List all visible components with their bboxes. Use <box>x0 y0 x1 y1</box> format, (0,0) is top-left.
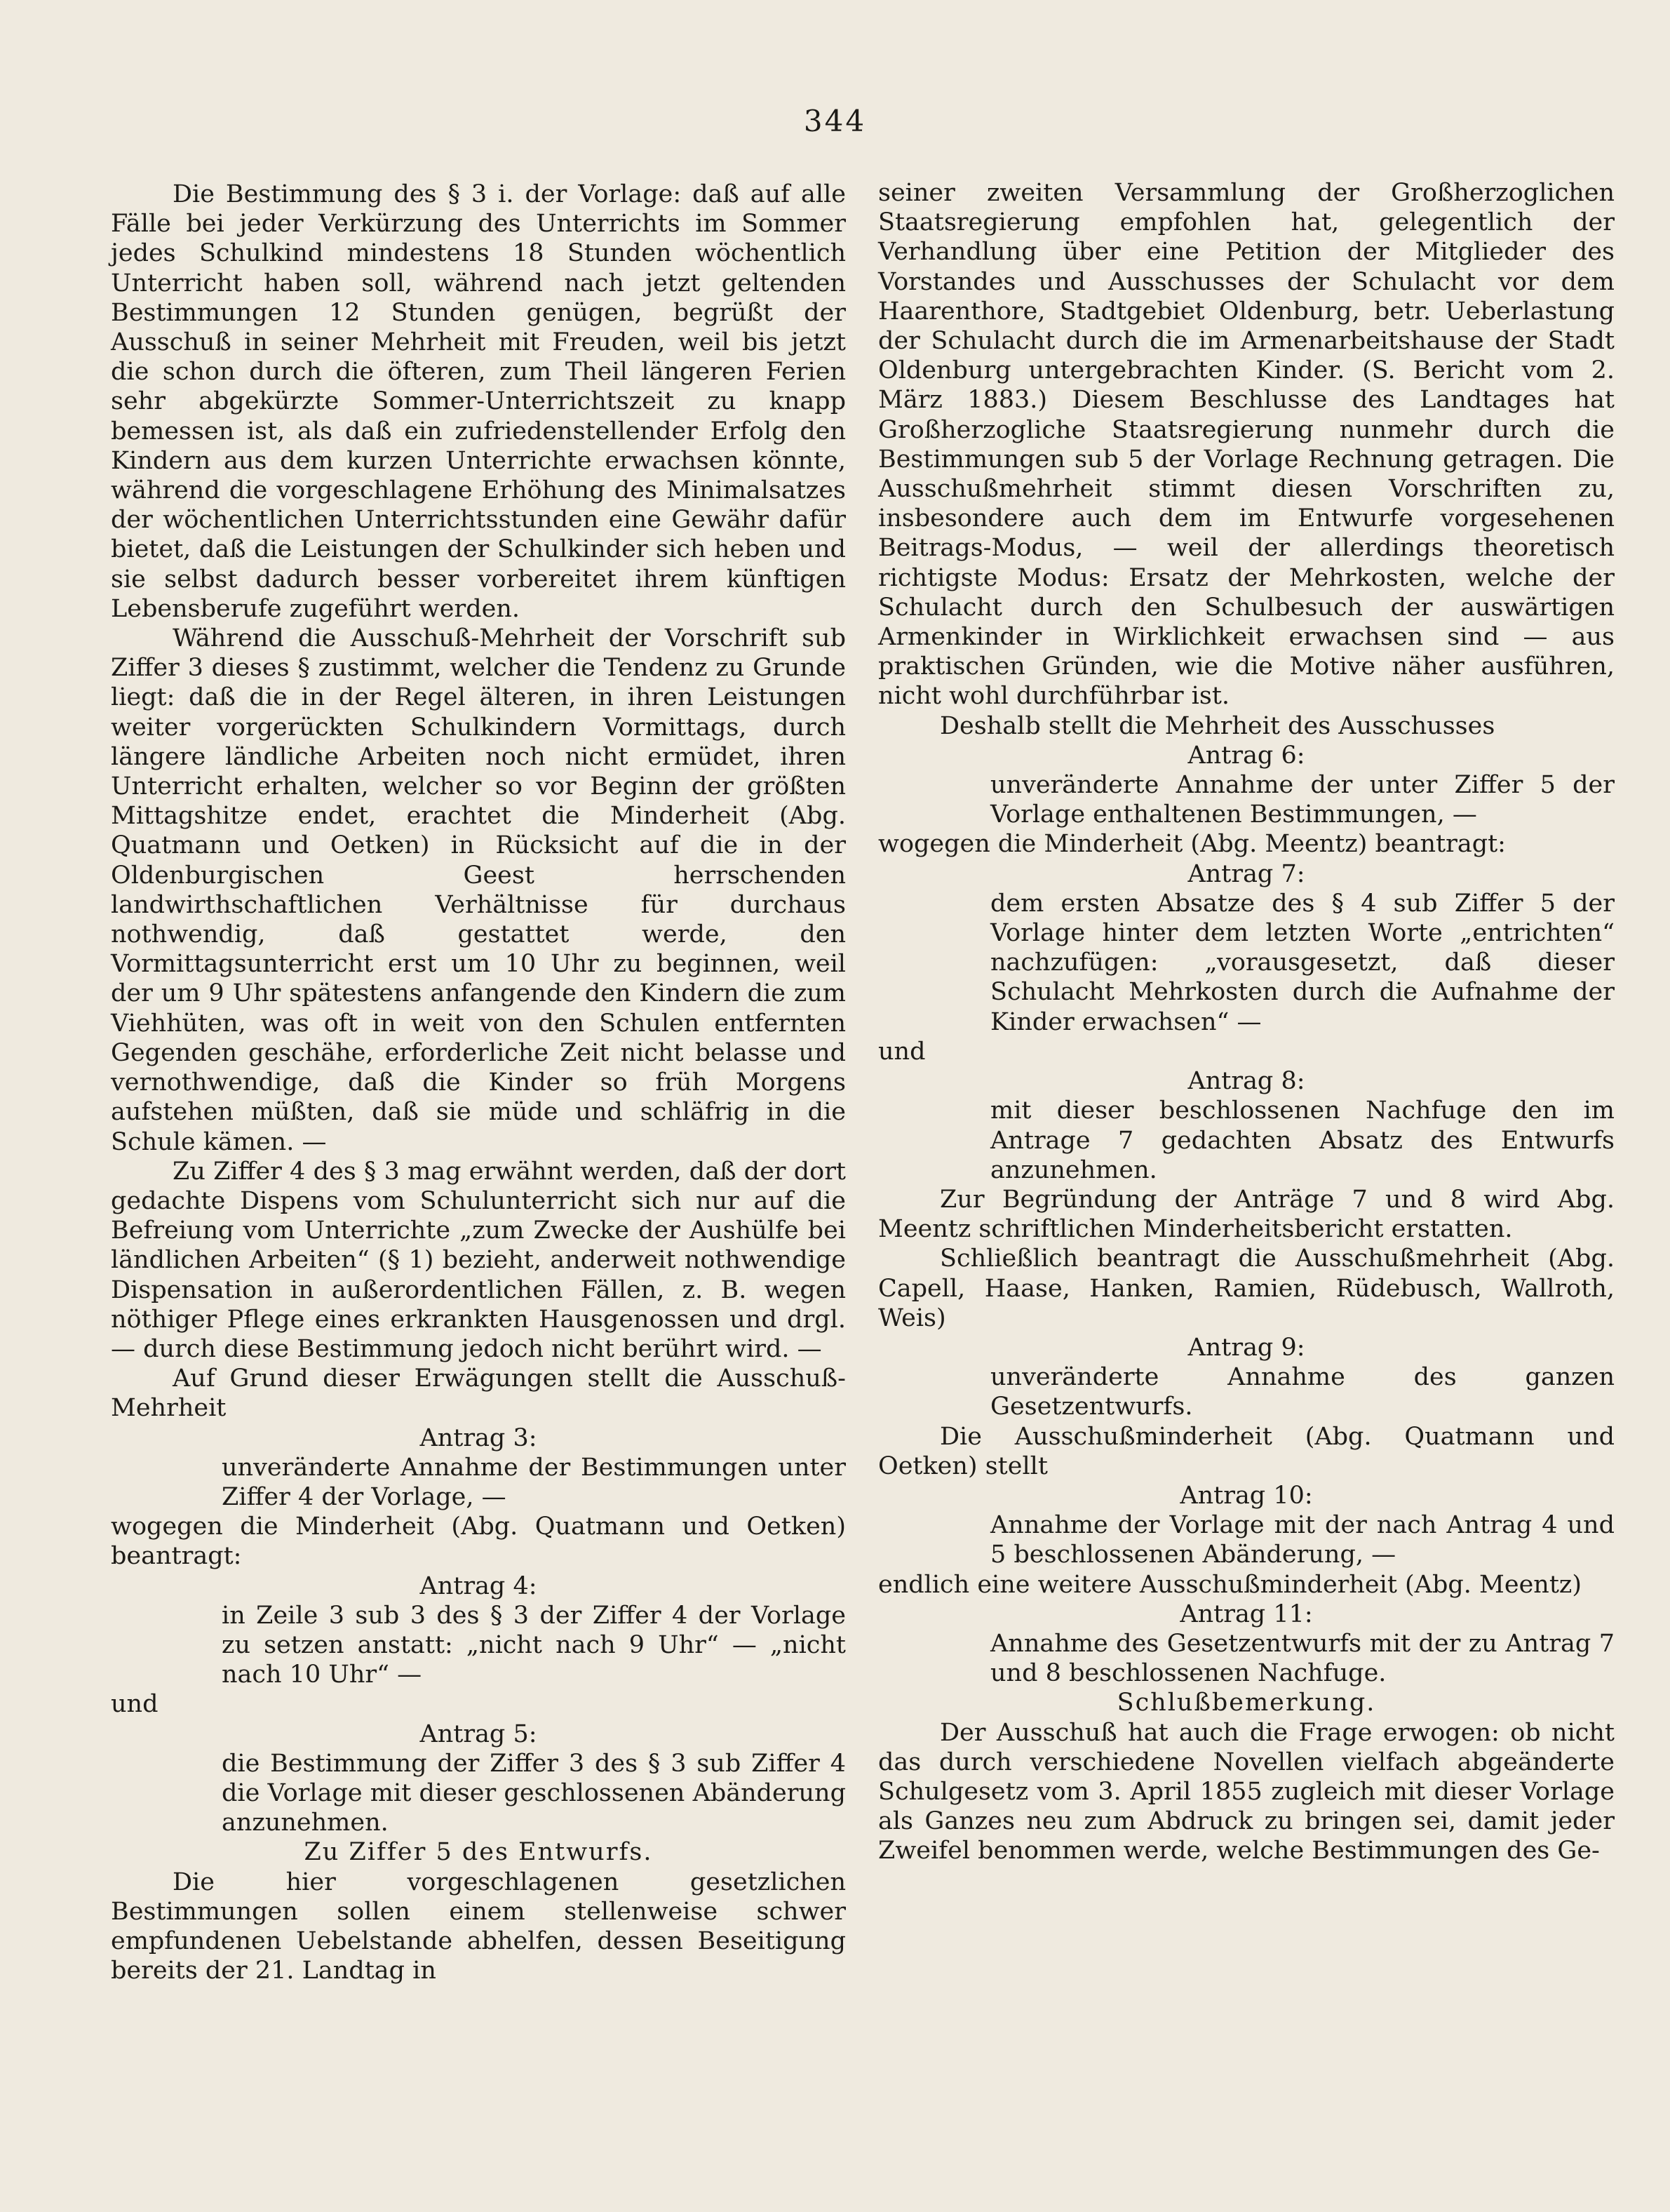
section-heading: Schlußbemerkung. <box>1117 1689 1376 1717</box>
paragraph: Der Ausschuß hat auch die Frage erwogen: ob nicht das durch verschiedene Novellen vielfach abgeänderte Schulgesetz vom 3. April 1855 zugleich mit dieser Vorlage als Ganzes neu zum Abdruck zu bringen sei, damit jeder Zweifel benommen werde, welche Bestimmungen des Ge- <box>878 1718 1615 1865</box>
conjunction: und <box>111 1690 159 1719</box>
right-column <box>878 178 1615 1866</box>
motion-title: Antrag 3: <box>419 1423 537 1452</box>
motion-text: dem ersten Absatze des § 4 sub Ziffer 5 der Vorlage hinter dem letzten Worte „entrichten“ nachzufügen: „vorausgesetzt, daß dieser Schulacht Mehrkosten durch die Aufnahme der Kinder erwachsen“ — <box>990 889 1615 1036</box>
motion-title: Antrag 10: <box>1180 1481 1313 1510</box>
paragraph: wogegen die Minderheit (Abg. Quatmann und Oetken) beantragt: <box>111 1513 846 1571</box>
paragraph: endlich eine weitere Ausschußminderheit (Abg. Meentz) <box>878 1570 1582 1599</box>
section-heading: Zu Ziffer 5 des Entwurfs. <box>304 1838 653 1867</box>
paragraph: Die Bestimmung des § 3 i. der Vorlage: daß auf alle Fälle bei jeder Verkürzung des Unterrichts im Sommer jedes Schulkind mindestens 18 Stunden wöchentlich Unterricht haben soll, während nach jetzt geltenden Bestimmungen 12 Stunden genügen, begrüßt der Ausschuß in seiner Mehrheit mit Freuden, weil bis jetzt die schon durch die öfteren, zum Theil längeren Ferien sehr abgekürzte Sommer-Unterrichtszeit zu knapp bemessen ist, als daß ein zufriedenstellender Erfolg den Kindern aus dem kurzen Unterrichte erwachsen könnte, während die vorgeschlagene Erhöhung des Minimalsatzes der wöchentlichen Unterrichtsstunden eine Gewähr dafür bietet, daß die Leistungen der Schulkinder sich heben und sie selbst dadurch besser vorbereitet ihrem künftigen Lebensberufe zugeführt werden. <box>111 180 846 623</box>
motion-text: die Bestimmung der Ziffer 3 des § 3 sub Ziffer 4 die Vorlage mit dieser geschlossenen Abänderung anzunehmen. <box>222 1749 846 1837</box>
paragraph: Zur Begründung der Anträge 7 und 8 wird Abg. Meentz schriftlichen Minderheitsbericht erstatten. <box>878 1185 1615 1244</box>
paragraph: Deshalb stellt die Mehrheit des Ausschusses <box>940 711 1495 740</box>
left-column <box>111 180 846 1985</box>
paragraph: seiner zweiten Versammlung der Großherzoglichen Staatsregierung empfohlen hat, gelegentlich der Verhandlung über eine Petition der Mitglieder des Vorstandes und Ausschusses der Schulacht vor dem Haarenthore, Stadtgebiet Oldenburg, betr. Ueberlastung der Schulacht durch die im Armenarbeitshause der Stadt Oldenburg untergebrachten Kinder. (S. Bericht vom 2. März 1883.) Diesem Beschlusse des Landtages hat Großherzogliche Staatsregierung nunmehr durch die Bestimmungen sub 5 der Vorlage Rechnung getragen. Die Ausschußmehrheit stimmt diesen Vorschriften zu, insbesondere auch dem im Entwurfe vorgesehenen Beitrags-Modus, — weil der allerdings theoretisch richtigste Modus: Ersatz der Mehrkosten, welche der Schulacht durch den Schulbesuch der auswärtigen Armenkinder in Wirklichkeit erwachsen sind — aus praktischen Gründen, wie die Motive näher ausführen, nicht wohl durchführbar ist. <box>878 179 1615 711</box>
paragraph: Während die Ausschuß-Mehrheit der Vorschrift sub Ziffer 3 dieses § zustimmt, welcher die Tendenz zu Grunde liegt: daß die in der Regel älteren, in ihren Leistungen weiter vorgerückten Schulkindern Vormittags, durch längere ländliche Arbeiten noch nicht ermüdet, ihren Unterricht erhalten, welcher so vor Beginn der größten Mittagshitze endet, erachtet die Minderheit (Abg. Quatmann und Oetken) in Rücksicht auf die in der Oldenburgischen Geest herrschenden landwirthschaftlichen Verhältnisse für durchaus nothwendig, daß gestattet werde, den Vormittagsunterricht erst um 10 Uhr zu beginnen, weil der um 9 Uhr spätestens anfangende den Kindern die zum Viehhüten, was oft in weit von den Schulen entfernten Gegenden geschähe, erforderliche Zeit nicht belasse und vernothwendige, daß die Kinder so früh Morgens aufstehen müßten, daß sie müde und schläfrig in die Schule kämen. — <box>111 624 846 1156</box>
paragraph: wogegen die Minderheit (Abg. Meentz) beantragt: <box>878 830 1506 859</box>
motion-text: in Zeile 3 sub 3 des § 3 der Ziffer 4 der Vorlage zu setzen anstatt: „nicht nach 9 Uhr“ — „nicht nach 10 Uhr“ — <box>222 1601 846 1689</box>
motion-title: Antrag 7: <box>1187 859 1305 888</box>
paragraph: Auf Grund dieser Erwägungen stellt die Ausschuß-Mehrheit <box>111 1365 846 1423</box>
paragraph: Zu Ziffer 4 des § 3 mag erwähnt werden, daß der dort gedachte Dispens vom Schulunterricht sich nur auf die Befreiung vom Unterrichte „zum Zwecke der Aushülfe bei ländlichen Arbeiten“ (§ 1) bezieht, anderweit nothwendige Dispensation in außerordentlichen Fällen, z. B. wegen nöthiger Pflege eines erkrankten Hausgenossen und drgl. — durch diese Bestimmung jedoch nicht berührt wird. — <box>111 1157 846 1363</box>
motion-title: Antrag 8: <box>1187 1067 1305 1096</box>
motion-title: Antrag 9: <box>1187 1333 1305 1362</box>
motion-title: Antrag 4: <box>419 1571 537 1600</box>
conjunction: und <box>878 1037 926 1066</box>
motion-text: unveränderte Annahme der unter Ziffer 5 der Vorlage enthaltenen Bestimmungen, — <box>990 771 1615 829</box>
motion-text: Annahme der Vorlage mit der nach Antrag 4 und 5 beschlossenen Abänderung, — <box>990 1511 1615 1569</box>
motion-title: Antrag 5: <box>419 1720 537 1748</box>
motion-text: unveränderte Annahme des ganzen Gesetzentwurfs. <box>990 1363 1615 1421</box>
page-number: 344 <box>803 104 867 138</box>
paragraph: Die Ausschußminderheit (Abg. Quatmann und Oetken) stellt <box>878 1422 1615 1480</box>
motion-title: Antrag 6: <box>1187 741 1305 770</box>
paragraph: Schließlich beantragt die Ausschußmehrheit (Abg. Capell, Haase, Hanken, Ramien, Rüdebusch, Wallroth, Weis) <box>878 1245 1615 1332</box>
motion-text: Annahme des Gesetzentwurfs mit der zu Antrag 7 und 8 beschlossenen Nachfuge. <box>990 1629 1615 1688</box>
motion-text: unveränderte Annahme der Bestimmungen unter Ziffer 4 der Vorlage, — <box>222 1453 846 1511</box>
paragraph: Die hier vorgeschlagenen gesetzlichen Bestimmungen sollen einem stellenweise schwer empfundenen Uebelstande abhelfen, dessen Beseitigung bereits der 21. Landtag in <box>111 1868 846 1985</box>
motion-text: mit dieser beschlossenen Nachfuge den im Antrage 7 gedachten Absatz des Entwurfs anzunehmen. <box>990 1097 1615 1184</box>
motion-title: Antrag 11: <box>1180 1600 1313 1628</box>
